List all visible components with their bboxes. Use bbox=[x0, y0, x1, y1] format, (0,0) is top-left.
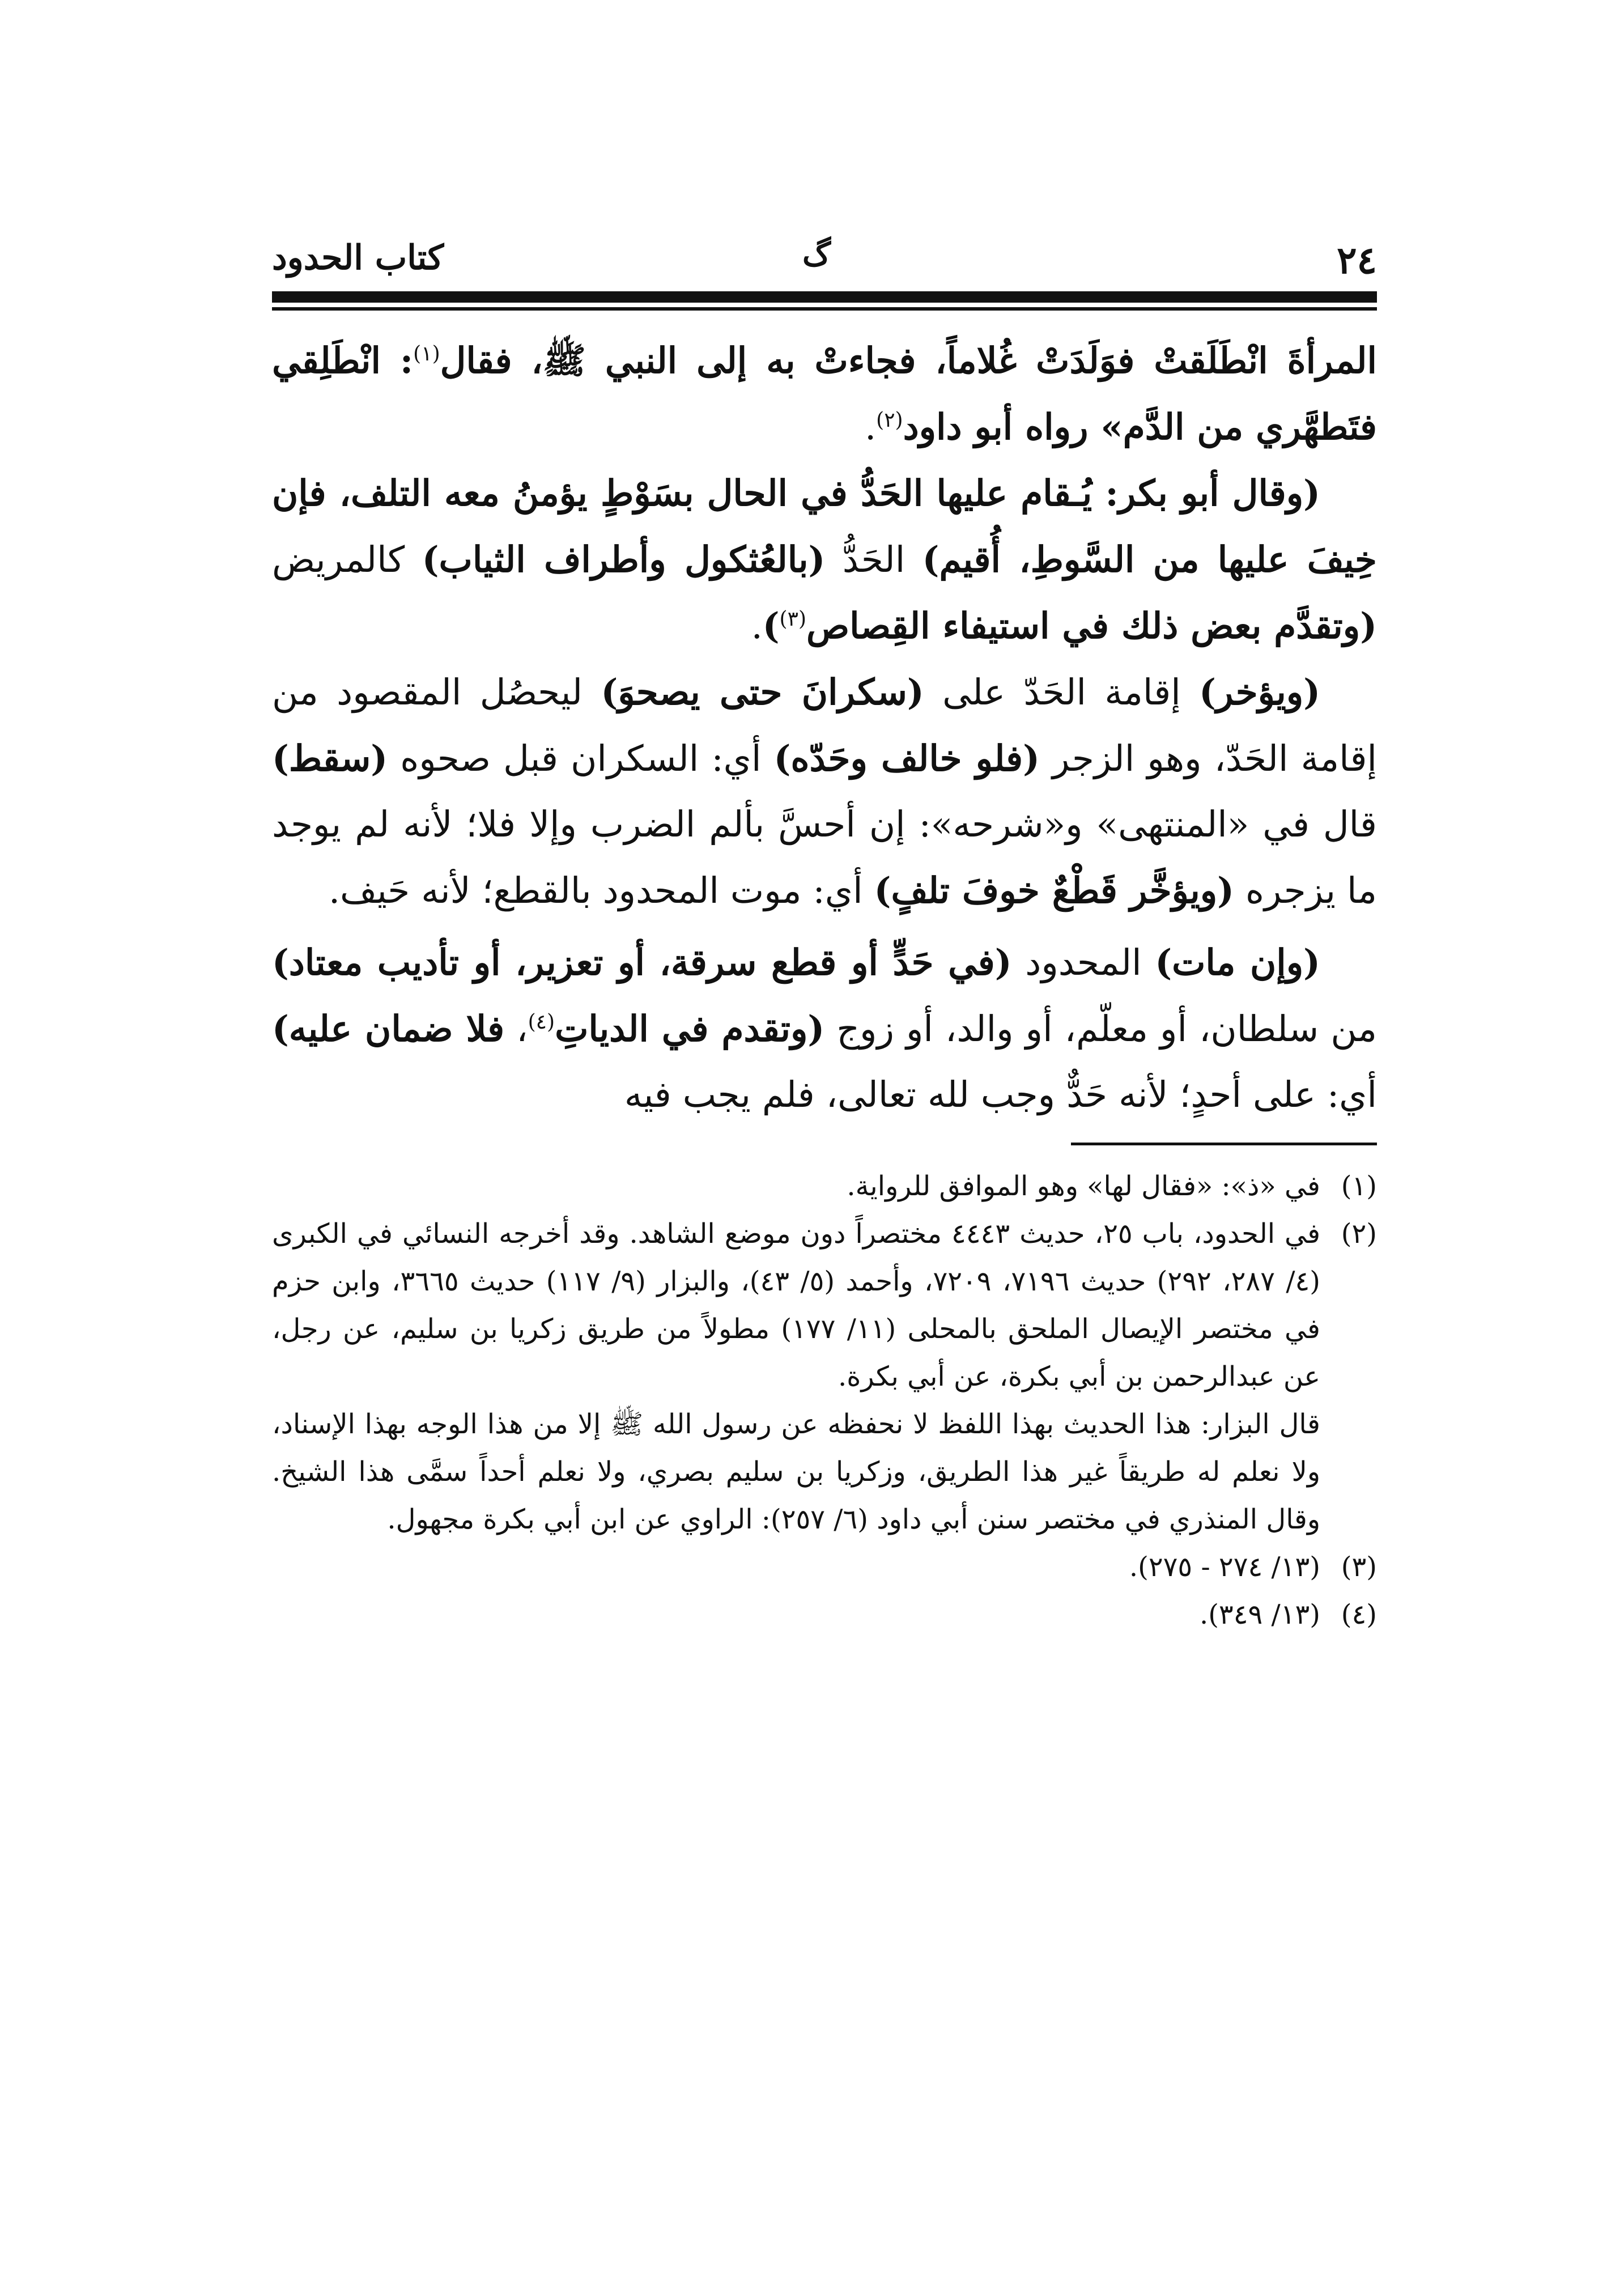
main-text bbox=[272, 328, 1377, 1128]
footnote-ref-4[interactable]: (٤) bbox=[528, 1010, 555, 1034]
footnote-2-continuation bbox=[272, 1400, 1377, 1543]
paragraph-3: (ويؤخر) إقامة الحَدّ على (سكرانَ حتى يصحوَ) ليحصُل المقصود من إقامة الحَدّ، وهو الزجر (فلو خالف وحَدّه) أي: السكران قبل صحوه (سقط) قال في «المنتهى» و«شرحه»: إن أحسَّ بألم الضرب وإلا فلا؛ لأنه لم يوجد ما يزجره (ويؤخَّر قَطْعٌ خوفَ تلفٍ) أي: موت المحدود بالقطع؛ لأنه حَيف. bbox=[272, 671, 1377, 911]
footnote-marker: (٣) bbox=[1341, 1551, 1377, 1583]
book-page bbox=[272, 227, 1377, 1638]
footnote-text: (١٣/ ٣٤٩). bbox=[1199, 1599, 1320, 1630]
footnote-text: قال البزار: هذا الحديث بهذا اللفظ لا نحفظه عن رسول الله ﷺ إلا من هذا الوجه بهذا الإسناد، ولا نعلم له طريقاً غير هذا الطريق، وزكريا بن سليم بصري، ولا نعلم أحداً سمَّى هذا الشيخ. وقال المنذري في مختصر سنن أبي داود (٦/ ٢٥٧): الراوي عن ابن أبي بكرة مجهول. bbox=[272, 1408, 1320, 1535]
footnote-text: في «ذ»: «فقال لها» وهو الموافق للرواية. bbox=[847, 1170, 1320, 1202]
footnote-text: (١٣/ ٢٧٤ - ٢٧٥). bbox=[1129, 1551, 1320, 1583]
ornament-icon: ﮒ bbox=[802, 236, 831, 273]
footnote-marker: (٤) bbox=[1341, 1599, 1377, 1630]
paragraph-4: (وإن مات) المحدود (في حَدٍّ أو قطع سرقة، أو تعزير، أو تأديب معتاد) من سلطان، أو معلّم، أو والد، أو زوج (وتقدم في الدياتِ$^{(٤)}$، فلا ضمان عليه) أي: على أحدٍ؛ لأنه حَدٌّ وجب لله تعالى، فلم يجب فيه bbox=[272, 941, 1378, 1115]
footnote-4 bbox=[272, 1591, 1377, 1638]
footnote-divider bbox=[1071, 1143, 1377, 1145]
footnote-ref-2[interactable]: (٢) bbox=[876, 409, 903, 432]
footnote-ref-3[interactable]: (٣) bbox=[779, 608, 806, 631]
footnote-1 bbox=[272, 1162, 1377, 1210]
header-rule-thick bbox=[272, 291, 1377, 303]
footnote-ref-1[interactable]: (١) bbox=[413, 342, 440, 366]
footnote-3 bbox=[272, 1543, 1377, 1591]
running-title: كتاب الحدود bbox=[272, 238, 444, 278]
paragraph-2: (وقال أبو بكر: يُـقام عليها الحَدُّ في الحال بسَوْطٍ يؤمنُ معه التلف، فإن خِيفَ عليها من السَّوطِ، أُقيم) الحَدُّ (بالعُثكول وأطراف الثياب) كالمريض (وتقدَّم بعض ذلك في استيفاء القِصاص$^{(٣)}$). bbox=[272, 472, 1377, 647]
footnotes bbox=[272, 1162, 1377, 1638]
footnote-marker: (١) bbox=[1341, 1170, 1377, 1202]
page-number: ٢٤ bbox=[1337, 238, 1377, 282]
footnote-text: في الحدود، باب ٢٥، حديث ٤٤٤٣ مختصراً دون موضع الشاهد. وقد أخرجه النسائي في الكبرى (٤/ ٢٨٧، ٢٩٢) حديث ٧١٩٦، ٧٢٠٩، وأحمد (٥/ ٤٣)، والبزار (٩/ ١١٧) حديث ٣٦٦٥، وابن حزم في مختصر الإيصال الملحق بالمحلى (١١/ ١٧٧) مطولاً من طريق زكريا بن سليم، عن رجل، عن عبدالرحمن بن أبي بكرة، عن أبي بكرة. bbox=[272, 1218, 1321, 1392]
page-header bbox=[272, 227, 1377, 289]
header-rule-thin bbox=[272, 307, 1377, 311]
footnote-marker: (٢) bbox=[1341, 1218, 1377, 1250]
footnote-2 bbox=[272, 1210, 1377, 1400]
paragraph-1: المرأةَ انْطَلَقتْ فوَلَدَتْ غُلاماً، فجاءتْ به إلى النبي ﷺ، فقال$^{(١)}$: انْطَلِقي فتَطهَّري من الدَّم» رواه أبو داود$^{(٢)}$. bbox=[272, 339, 1377, 448]
